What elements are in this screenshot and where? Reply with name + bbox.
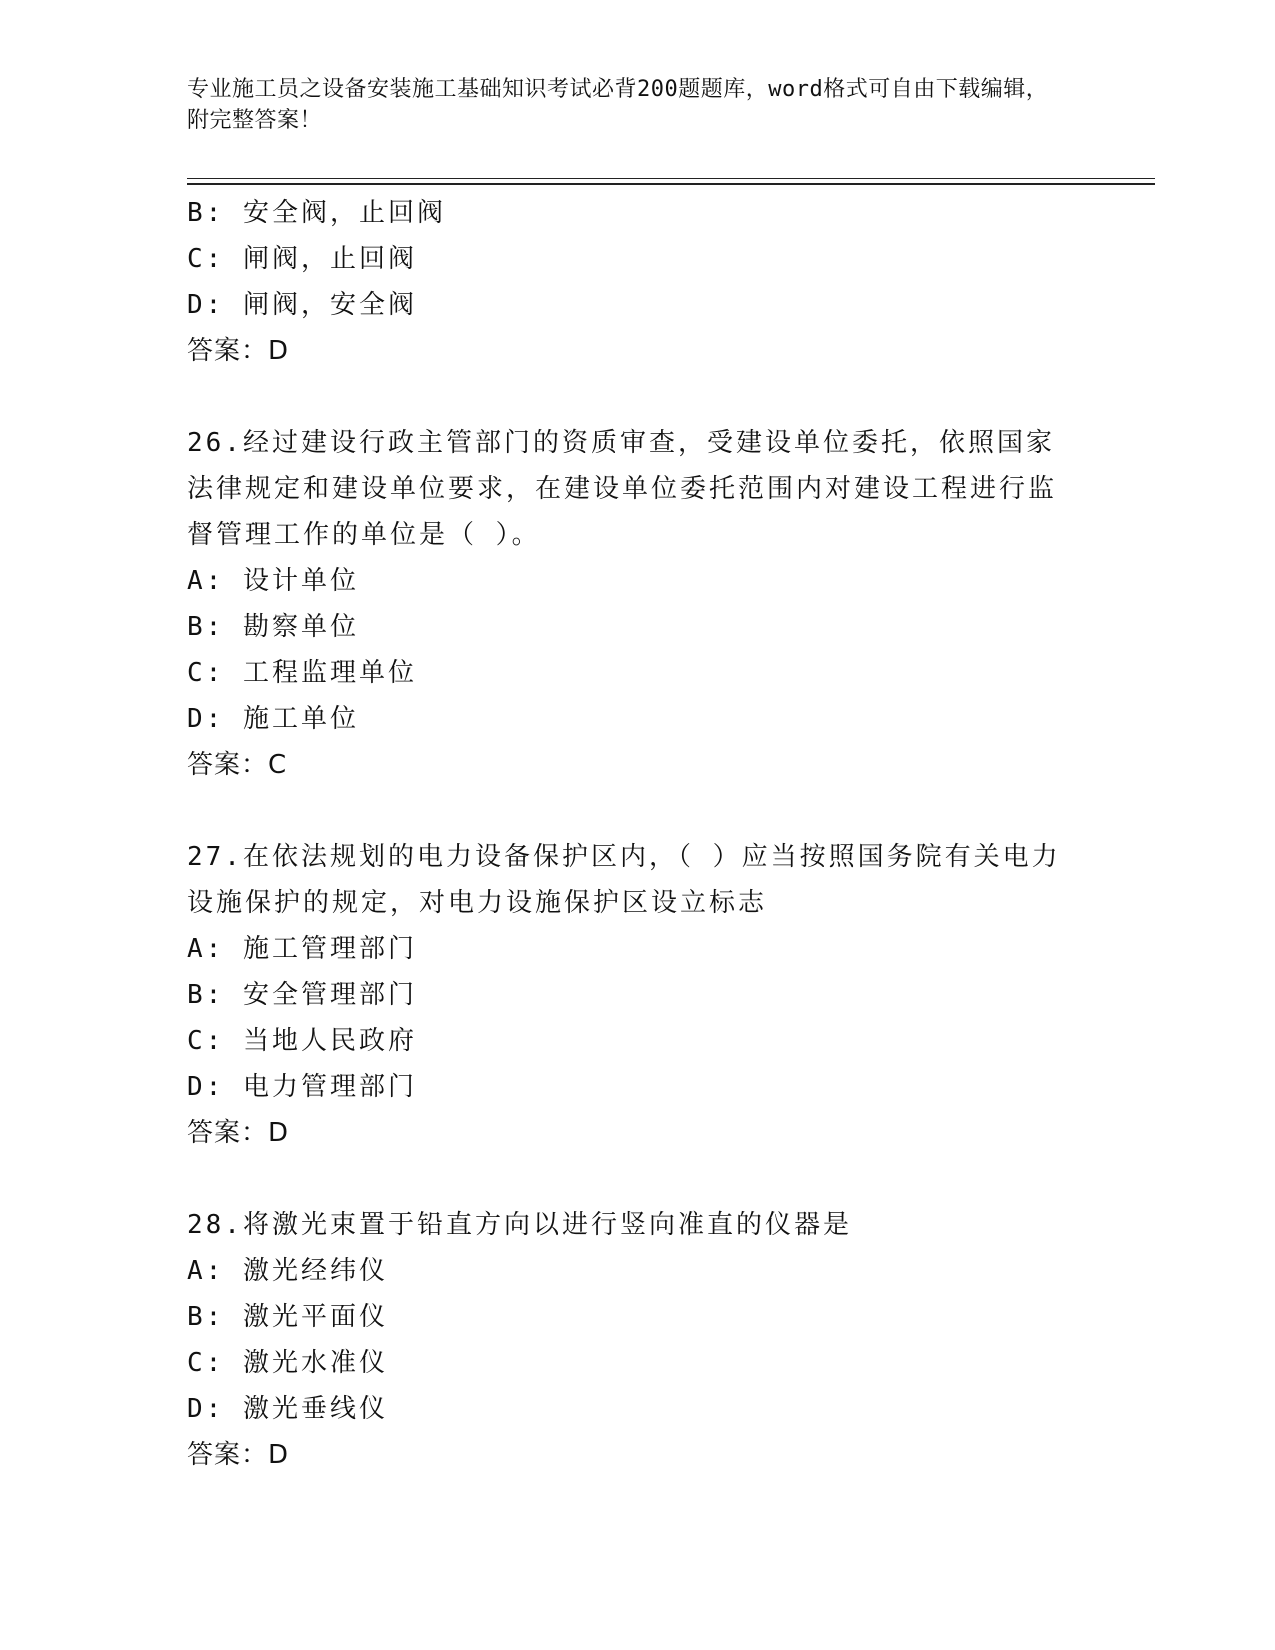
document-body — [187, 190, 1087, 1478]
document-header: 专业施工员之设备安装施工基础知识考试必背200题题库，word格式可自由下载编辑，附完整答案！ — [187, 77, 1049, 133]
question-26 — [187, 420, 1087, 788]
header-divider-top — [187, 178, 1155, 179]
answer-line: 答案：D — [187, 1118, 290, 1148]
option-c: C: 当地人民政府 — [187, 1026, 417, 1056]
question-stem: 26.经过建设行政主管部门的资质审查，受建设单位委托，依照国家法律规定和建设单位要求，在建设单位委托范围内对建设工程进行监督管理工作的单位是（ ）。 — [187, 428, 1058, 550]
option-d: D: 闸阀，安全阀 — [187, 290, 417, 320]
spacer — [187, 374, 1087, 420]
spacer — [187, 1156, 1087, 1202]
option-d: D: 施工单位 — [187, 704, 359, 734]
question-28 — [187, 1202, 1087, 1478]
option-b: B: 勘察单位 — [187, 612, 359, 642]
option-a: A: 激光经纬仪 — [187, 1256, 388, 1286]
question-stem: 27.在依法规划的电力设备保护区内，（ ）应当按照国务院有关电力设施保护的规定，对电力设施保护区设立标志 — [187, 842, 1061, 918]
question-stem: 28.将激光束置于铅直方向以进行竖向准直的仪器是 — [187, 1210, 852, 1240]
question-25-continued — [187, 190, 1087, 374]
spacer — [187, 788, 1087, 834]
option-b: B: 激光平面仪 — [187, 1302, 388, 1332]
answer-line: 答案：C — [187, 750, 288, 780]
option-b: B: 安全管理部门 — [187, 980, 417, 1010]
question-27 — [187, 834, 1087, 1156]
answer-line: 答案：D — [187, 1440, 290, 1470]
answer-line: 答案：D — [187, 336, 290, 366]
option-d: D: 激光垂线仪 — [187, 1394, 388, 1424]
option-c: C: 激光水准仪 — [187, 1348, 388, 1378]
option-a: A: 施工管理部门 — [187, 934, 417, 964]
option-c: C: 工程监理单位 — [187, 658, 417, 688]
option-b: B: 安全阀，止回阀 — [187, 198, 446, 228]
option-a: A: 设计单位 — [187, 566, 359, 596]
header-divider-bottom — [187, 183, 1155, 185]
option-c: C: 闸阀，止回阀 — [187, 244, 417, 274]
option-d: D: 电力管理部门 — [187, 1072, 417, 1102]
